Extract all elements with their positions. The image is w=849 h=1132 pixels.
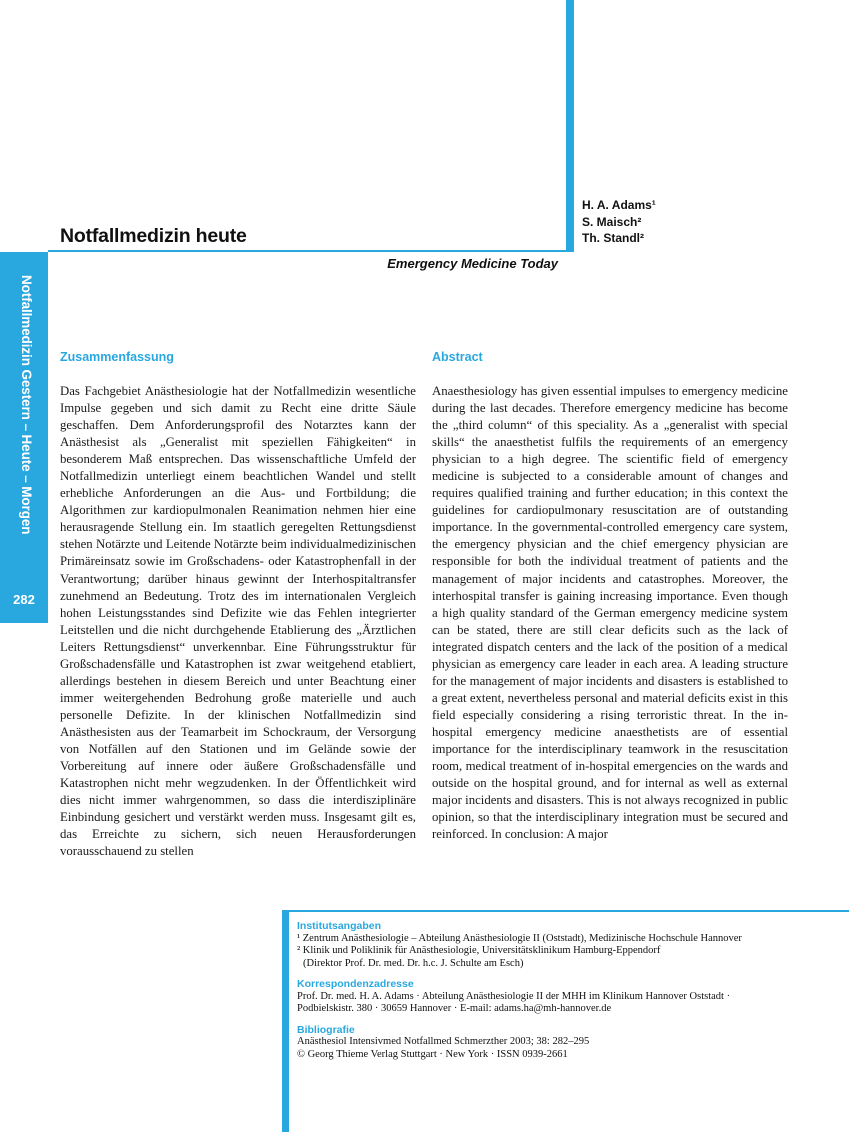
affiliations-heading: Institutsangaben	[297, 920, 382, 932]
article-subtitle: Emergency Medicine Today	[387, 256, 558, 271]
author-list	[582, 197, 656, 247]
summary-text: Das Fachgebiet Anästhesiologie hat der Notfallmedizin wesentliche Impulse gegeben und sich damit zu Recht eine dritte Säule geschaffen. Dem Anforderungsprofil des Notarztes kann der Anästhesist als „Generalist mit speziellen Fähigkeiten“ in besonderem Maß entsprechen. Das wissenschaftliche Umfeld der Notfallmedizin unterliegt einem beachtlichen Wandel und stellt erhebliche Anforderungen an die Aus- und Fortbildung; die Algorithmen zur kardiopulmonalen Reanimation nehmen hier eine herausragende Stellung ein. Im staatlich geregelten Rettungsdienst stehen Notärzte und Leitende Notärzte beim individualmedizinischen Primäreinsatz sowie im Großschadens- oder Katastrophenfall in der Verantwortung; darüber hinaus gewinnt der Interhospitaltransfer zunehmend an Bedeutung. Trotz des im internationalen Vergleich hohen Leistungsstandes sind Defizite wie das Fehlen integrierter Leitstellen und die nicht durchgehende Etablierung des „Ärztlichen Leiters Rettungsdienst“ unverkennbar. Eine Führungsstruktur für Großschadensfälle und Katastrophen ist zwar weitgehend etabliert, allerdings bestehen in diesem Bereich und unter Beachtung einer immer weitergehenden Bedrohung große materielle und auch personelle Defizite. In der klinischen Notfallmedizin sind Anästhesisten aus der Teamarbeit im Schockraum, der Versorgung von Notfällen auf den Stationen und im Gelände sowie der Vorbereitung auf innere oder äußere Großschadensfälle und Katastrophen nicht mehr wegzudenken. In der Öffentlichkeit wird dies nicht immer wahrgenommen, so dass die interdisziplinäre Einbindung gesichert und verstärkt werden muss. Insgesamt gilt es, das Erreichte zu sichern, sich neuen Herausforderungen vorausschauend zu stellen	[60, 384, 416, 859]
bibliography-citation: Anästhesiol Intensivmed Notfallmed Schmerzther 2003; 38: 282–295	[297, 1036, 590, 1047]
summary-heading: Zusammenfassung	[60, 350, 174, 364]
affiliation: ² Klinik und Poliklinik für Anästhesiologie, Universitätsklinikum Hamburg-Eppendorf	[297, 945, 661, 956]
abstract-heading: Abstract	[432, 350, 483, 364]
bibliography-heading: Bibliografie	[297, 1023, 355, 1036]
header-accent-bar	[566, 0, 574, 252]
page-number: 282	[13, 592, 35, 607]
author: S. Maisch²	[582, 214, 642, 229]
info-accent-bar	[282, 910, 289, 1132]
abstract-column	[432, 383, 788, 843]
author: H. A. Adams¹	[582, 198, 656, 212]
article-info-box	[297, 920, 837, 1061]
article-title: Notfallmedizin heute	[60, 225, 247, 247]
affiliation: ¹ Zentrum Anästhesiologie – Abteilung Anästhesiologie II (Oststadt), Medizinische Hochschule Hannover	[297, 932, 742, 944]
correspondence-address: Prof. Dr. med. H. A. Adams · Abteilung Anästhesiologie II der MHH im Klinikum Hannover Oststadt ·	[297, 990, 731, 1002]
correspondence-address: Podbielskistr. 380 · 30659 Hannover · E-mail: adams.ha@mh-hannover.de	[297, 1003, 612, 1014]
summary-column	[60, 383, 416, 860]
correspondence-heading: Korrespondenzadresse	[297, 978, 414, 990]
bibliography-copyright: © Georg Thieme Verlag Stuttgart · New York · ISSN 0939-2661	[297, 1048, 568, 1060]
affiliation-director: (Direktor Prof. Dr. med. Dr. h.c. J. Schulte am Esch)	[303, 957, 524, 969]
author: Th. Standl²	[582, 231, 644, 245]
section-title: Notfallmedizin Gestern – Heute – Morgen	[19, 275, 34, 535]
info-rule	[282, 910, 849, 912]
title-rule	[48, 250, 574, 252]
abstract-text: Anaesthesiology has given essential impulses to emergency medicine during the last decades. Therefore emergency medicine has become the „third column“ of this speciality. As a „generalist with special skills“ the anaesthetist fulfils the requirements of an emergency physician to a high degree. The scientific field of emergency medicine is subjected to a considerable amount of changes and requires qualified training and further education; in this context the guidelines for cardiopulmonary resuscitation are of outstanding importance. In the governmental-controlled emergency care system, the emergency physician and the chief emergency physician are responsible for both the individual treatment of patients and the management of major incidents and catastrophes. Moreover, the interhospital transfer is gaining increasing importance. Even though a high quality standard of the German emergency medicine system can be stated, there are still clear deficits such as the lack of integrated dispatch centers and the lack of the position of a medical physician as emergency care leader in each area. A leading structure for the management of major incidents and disasters is established to a great extent, nevertheless personal and material deficits exist in this field especially considering a rising terroristic threat. In the in-hospital emergency medicine anaesthetists are of essential importance for the interdisciplinary teamwork in the resuscitation room, medical treatment of in-hospital emergencies on the wards and outside on the hospital ground, and for internal as well as external major incidents and disasters. This is not always recognized in public opinion, so that the interdisciplinary integration must be secured and reinforced. In conclusion: A major	[432, 384, 788, 842]
